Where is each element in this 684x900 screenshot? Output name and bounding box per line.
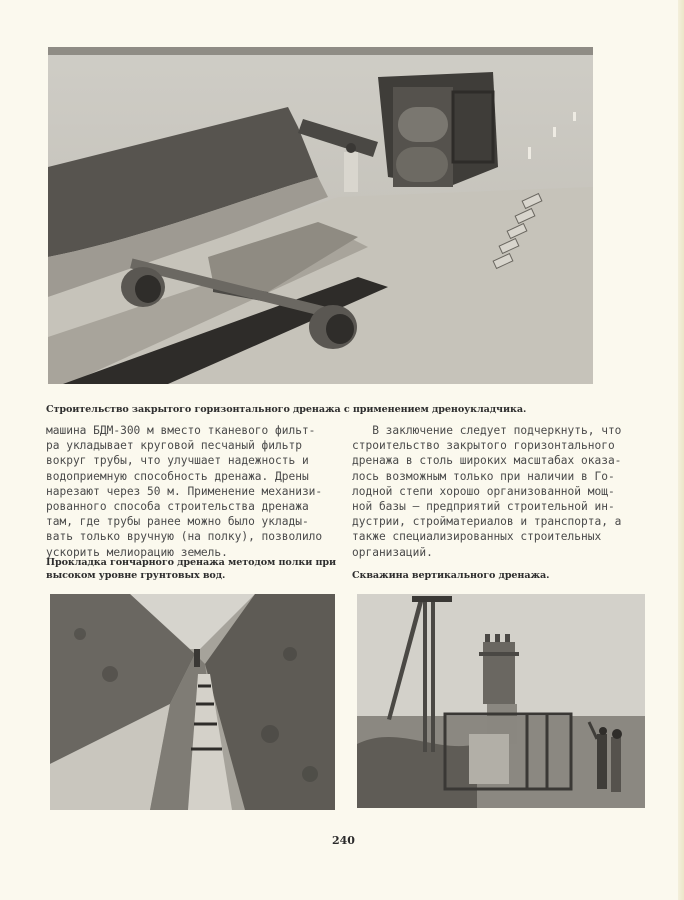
text-line: машина БДМ-300 м вместо тканевого фильт- xyxy=(46,424,316,437)
text-line: вать только вручную (на полку), позволило xyxy=(46,530,323,544)
text-line: дустрии, стройматериалов и транспорта, а xyxy=(352,515,622,529)
text-line: лось возможным только при наличии в Го- xyxy=(352,469,615,483)
text-line: водоприемную способность дренажа. Дрены xyxy=(46,469,309,483)
text-line: нарезают через 50 м. Применение механизи- xyxy=(46,484,323,498)
text-line: В заключение следует подчеркнуть, что xyxy=(352,424,622,437)
drain-laying-machine-photo xyxy=(48,47,593,384)
text-line: ускорить мелиорацию земель. xyxy=(46,545,228,559)
text-line: строительство закрытого горизонтального xyxy=(352,439,615,453)
text-line: рованного способа строительства дренажа xyxy=(46,500,309,514)
caption-line: высоком уровне грунтовых вод. xyxy=(46,570,226,581)
left-text-column xyxy=(46,423,342,560)
text-line: вокруг трубы, что улучшает надежность и xyxy=(46,454,309,468)
text-line: там, где трубы ранее можно было уклады- xyxy=(46,515,309,529)
right-text-column xyxy=(352,423,648,560)
photo-illustration xyxy=(48,47,593,384)
trench-pipe-photo xyxy=(50,594,335,810)
page-edge xyxy=(678,0,684,900)
text-line: ной базы — предприятий строительной ин- xyxy=(352,500,615,514)
vertical-drainage-well-photo xyxy=(357,594,645,808)
text-line: организаций. xyxy=(352,545,433,559)
caption-line: Прокладка гончарного дренажа методом полки при xyxy=(46,557,336,568)
bottom-right-photo-caption: Скважина вертикального дренажа. xyxy=(352,570,550,581)
page-number: 240 xyxy=(332,834,355,847)
text-line: лодной степи хорошо организованной мощ- xyxy=(352,484,615,498)
top-photo-caption: Строительство закрытого горизонтального дренажа с применением дреноукладчика. xyxy=(46,404,527,415)
text-line: дренажа в столь широких масштабах оказа- xyxy=(352,454,622,468)
text-line: ра укладывает круговой песчаный фильтр xyxy=(46,439,302,453)
photo-illustration xyxy=(50,594,335,810)
text-line: также специализированных строительных xyxy=(352,530,602,544)
bottom-left-photo-caption xyxy=(46,556,342,582)
photo-illustration xyxy=(357,594,645,808)
